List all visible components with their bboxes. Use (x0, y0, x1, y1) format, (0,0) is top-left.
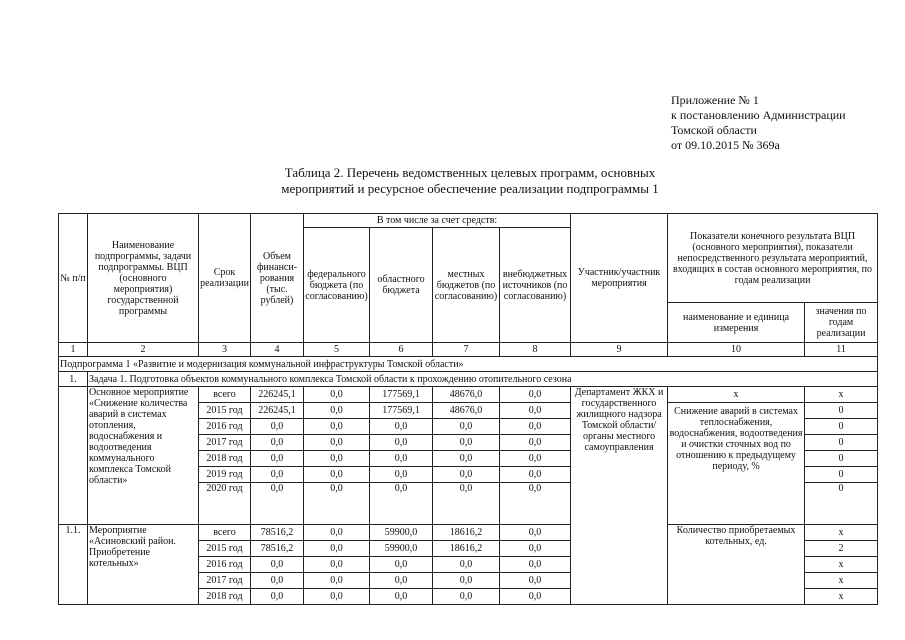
col-number: 6 (370, 343, 433, 357)
cell-local: 0,0 (433, 483, 500, 525)
cell-local: 0,0 (433, 435, 500, 451)
header-ind-values: значения по годам реализации (805, 303, 878, 343)
main-event-num (59, 387, 88, 525)
header-federal: федерального бюджета (по согласованию) (304, 228, 370, 343)
cell-local: 48676,0 (433, 403, 500, 419)
cell-extra: 0,0 (500, 451, 571, 467)
cell-volume: 226245,1 (251, 403, 304, 419)
col-number: 2 (88, 343, 199, 357)
task-num: 1. (59, 372, 88, 387)
title-line: мероприятий и ресурсное обеспечение реализации подпрограммы 1 (281, 181, 659, 196)
cell-extra: 0,0 (500, 525, 571, 541)
cell-period: 2017 год (199, 435, 251, 451)
indicator-header-cell: х (668, 387, 805, 403)
task-title: Задача 1. Подготовка объектов коммунального комплекса Томской области к прохождению отопительного сезона (88, 372, 878, 387)
task-row (59, 372, 878, 387)
cell-regional: 0,0 (370, 451, 433, 467)
cell-volume: 0,0 (251, 483, 304, 525)
cell-value: х (805, 525, 878, 541)
appendix-line: к постановлению Администрации (671, 108, 846, 122)
cell-federal: 0,0 (304, 483, 370, 525)
cell-extra: 0,0 (500, 419, 571, 435)
cell-value: 0 (805, 403, 878, 419)
cell-extra: 0,0 (500, 435, 571, 451)
col-number: 11 (805, 343, 878, 357)
header-num: № п/п (59, 214, 88, 343)
cell-federal: 0,0 (304, 403, 370, 419)
cell-volume: 0,0 (251, 435, 304, 451)
cell-volume: 226245,1 (251, 387, 304, 403)
header-row-top (59, 214, 878, 228)
cell-federal: 0,0 (304, 451, 370, 467)
cell-value: х (805, 557, 878, 573)
col-number: 7 (433, 343, 500, 357)
cell-federal: 0,0 (304, 557, 370, 573)
cell-local: 0,0 (433, 557, 500, 573)
cell-federal: 0,0 (304, 467, 370, 483)
cell-local: 48676,0 (433, 387, 500, 403)
cell-volume: 0,0 (251, 573, 304, 589)
cell-value: 0 (805, 467, 878, 483)
cell-regional: 0,0 (370, 483, 433, 525)
cell-period: 2015 год (199, 403, 251, 419)
cell-federal: 0,0 (304, 589, 370, 605)
cell-extra: 0,0 (500, 541, 571, 557)
cell-regional: 0,0 (370, 573, 433, 589)
cell-local: 0,0 (433, 589, 500, 605)
cell-period: всего (199, 387, 251, 403)
cell-value: 0 (805, 435, 878, 451)
appendix-block (671, 93, 846, 153)
cell-volume: 0,0 (251, 557, 304, 573)
main-event-indicator: Снижение аварий в системах теплоснабжения, водоснабжения, водоотведения и очистки сточных вод по отношению к предыдущему периоду, % (668, 403, 805, 525)
header-incl: В том числе за счет средств: (304, 214, 571, 228)
cell-value: х (805, 387, 878, 403)
cell-regional: 0,0 (370, 557, 433, 573)
cell-extra: 0,0 (500, 467, 571, 483)
header-regional: областного бюджета (370, 228, 433, 343)
header-local: местных бюджетов (по согласованию) (433, 228, 500, 343)
cell-volume: 78516,2 (251, 541, 304, 557)
cell-local: 0,0 (433, 573, 500, 589)
event-indicator: Количество приобретаемых котельных, ед. (668, 525, 805, 605)
cell-local: 0,0 (433, 419, 500, 435)
col-number: 8 (500, 343, 571, 357)
col-number: 5 (304, 343, 370, 357)
cell-regional: 177569,1 (370, 403, 433, 419)
cell-period: 2016 год (199, 557, 251, 573)
table-row (59, 387, 878, 403)
cell-federal: 0,0 (304, 435, 370, 451)
cell-value: 2 (805, 541, 878, 557)
cell-period: 2017 год (199, 573, 251, 589)
cell-extra: 0,0 (500, 557, 571, 573)
col-number: 4 (251, 343, 304, 357)
header-period: Срок реализации (199, 214, 251, 343)
main-event-name: Основное мероприятие «Снижение количества аварий в системах отопления, водоснабжения и водоотведения коммунального комплекса Томской области» (88, 387, 199, 525)
cell-volume: 78516,2 (251, 525, 304, 541)
cell-federal: 0,0 (304, 419, 370, 435)
header-extra: внебюджетных источников (по согласованию) (500, 228, 571, 343)
program-table (58, 213, 878, 605)
appendix-line: Томской области (671, 123, 757, 137)
appendix-line: от 09.10.2015 № 369а (671, 138, 780, 152)
cell-extra: 0,0 (500, 403, 571, 419)
cell-regional: 0,0 (370, 589, 433, 605)
cell-period: 2015 год (199, 541, 251, 557)
cell-period: 2018 год (199, 451, 251, 467)
col-number: 1 (59, 343, 88, 357)
cell-volume: 0,0 (251, 467, 304, 483)
table-row (59, 525, 878, 541)
cell-period: 2016 год (199, 419, 251, 435)
subprogram-row (59, 357, 878, 372)
event-num: 1.1. (59, 525, 88, 605)
cell-period: 2020 год (199, 483, 251, 525)
cell-extra: 0,0 (500, 483, 571, 525)
cell-volume: 0,0 (251, 589, 304, 605)
header-ind-name: наименование и единица измерения (668, 303, 805, 343)
cell-value: 0 (805, 483, 878, 525)
appendix-line: Приложение № 1 (671, 93, 759, 107)
cell-value: 0 (805, 419, 878, 435)
cell-volume: 0,0 (251, 419, 304, 435)
cell-local: 0,0 (433, 467, 500, 483)
cell-extra: 0,0 (500, 573, 571, 589)
cell-regional: 59900,0 (370, 525, 433, 541)
cell-federal: 0,0 (304, 387, 370, 403)
cell-regional: 177569,1 (370, 387, 433, 403)
cell-extra: 0,0 (500, 387, 571, 403)
header-indicators: Показатели конечного результата ВЦП (основного мероприятия), показатели непосредственного результата мероприятий, входящих в состав основного мероприятия, по годам реализации (668, 214, 878, 303)
col-number: 9 (571, 343, 668, 357)
cell-local: 18616,2 (433, 525, 500, 541)
event-name: Мероприятие «Асиновский район. Приобретение котельных» (88, 525, 199, 605)
header-participant: Участник/участник мероприятия (571, 214, 668, 343)
cell-extra: 0,0 (500, 589, 571, 605)
cell-value: х (805, 573, 878, 589)
cell-regional: 0,0 (370, 435, 433, 451)
cell-federal: 0,0 (304, 541, 370, 557)
subprogram-title: Подпрограмма 1 «Развитие и модернизация коммунальной инфраструктуры Томской области» (59, 357, 878, 372)
cell-period: 2018 год (199, 589, 251, 605)
cell-volume: 0,0 (251, 451, 304, 467)
col-number: 3 (199, 343, 251, 357)
header-volume: Объем финанси-рования (тыс. рублей) (251, 214, 304, 343)
title-line: Таблица 2. Перечень ведомственных целевых программ, основных (284, 165, 656, 180)
cell-period: 2019 год (199, 467, 251, 483)
cell-value: х (805, 589, 878, 605)
cell-period: всего (199, 525, 251, 541)
cell-regional: 0,0 (370, 419, 433, 435)
cell-federal: 0,0 (304, 525, 370, 541)
header-name: Наименование подпрограммы, задачи подпрограммы. ВЦП (основного мероприятия) государственной программы (88, 214, 199, 343)
table-title (230, 165, 710, 197)
cell-local: 0,0 (433, 451, 500, 467)
main-event-participant: Департамент ЖКХ и государственного жилищного надзора Томской области/ органы местного самоуправления (571, 387, 668, 605)
cell-federal: 0,0 (304, 573, 370, 589)
cell-value: 0 (805, 451, 878, 467)
column-numbers-row (59, 343, 878, 357)
col-number: 10 (668, 343, 805, 357)
cell-local: 18616,2 (433, 541, 500, 557)
cell-regional: 0,0 (370, 467, 433, 483)
cell-regional: 59900,0 (370, 541, 433, 557)
